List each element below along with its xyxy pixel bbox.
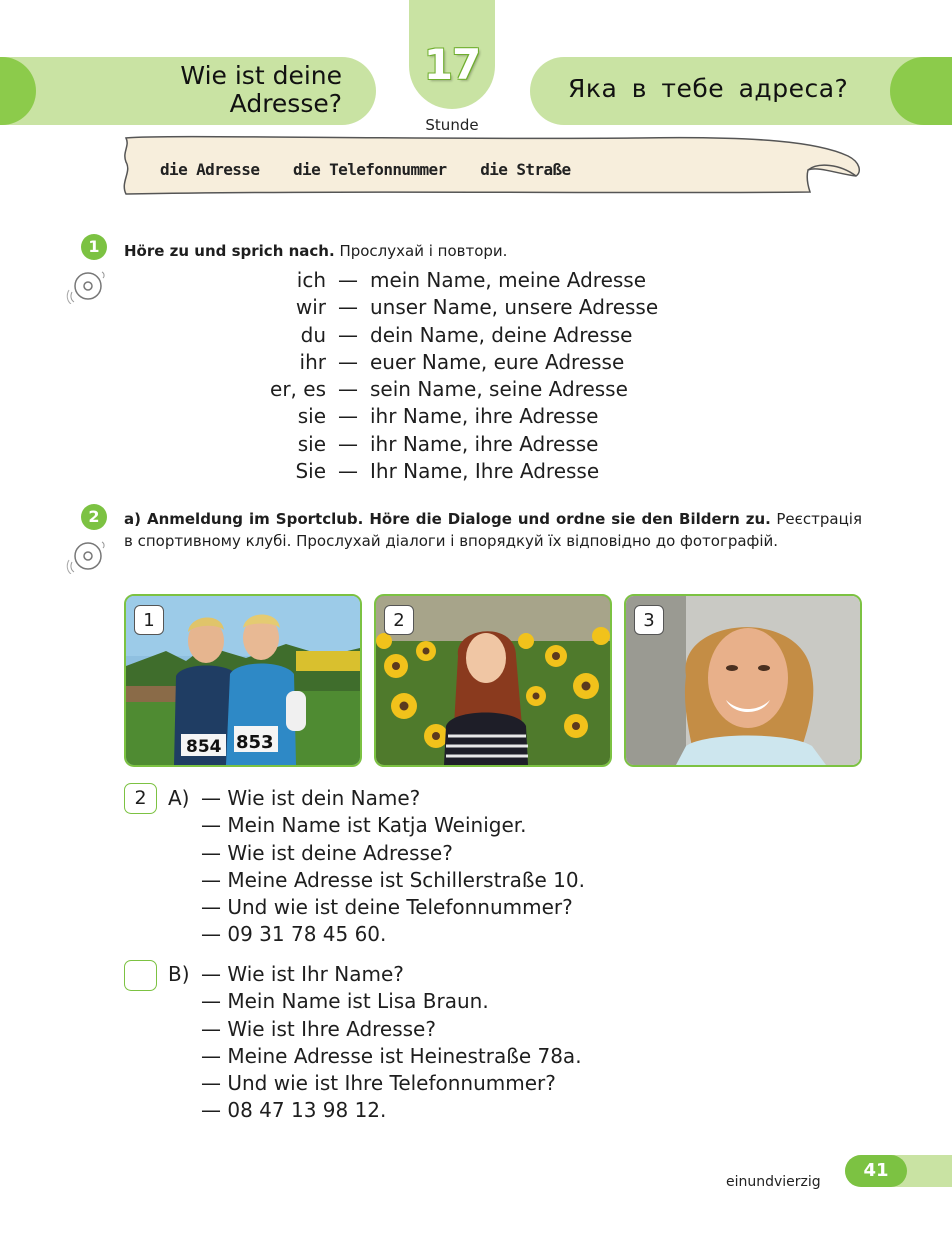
instruction-uk: Прослухай і повтори. [339,242,508,260]
possessive-forms: sein Name, seine Adresse [370,377,628,402]
possessive-forms: euer Name, eure Adresse [370,349,625,374]
cd-audio-icon[interactable] [66,270,106,304]
photo-girl-sunflowers [374,594,612,767]
photo-woman-smiling [624,594,862,767]
lesson-number: 17 [423,40,481,89]
dash: — [338,295,358,320]
pronoun: er, es [270,377,326,402]
jersey-number: 853 [236,732,274,753]
dialogue-line: — Wie ist Ihr Name? [201,962,404,986]
dialogue-line: — Und wie ist deine Telefonnummer? [201,895,573,920]
instruction-uk: Реєстрація в спортивному клубі. Прослухай діалоги і впорядкуй їх відповідно до фотографій. [124,510,862,550]
photo-label: 3 [634,605,664,635]
pronoun: wir [295,295,326,320]
page-number-word: einundvierzig [726,1174,821,1190]
pronoun: sie [297,404,326,429]
dialogue-line: — Wie ist Ihre Adresse? [201,1016,436,1041]
dialogue-line: — 08 47 13 98 12. [201,1098,387,1123]
page-number: 41 [845,1155,907,1187]
dash: — [338,349,358,374]
vocab-item: die Straße [480,160,571,179]
lesson-tab [409,0,495,109]
lesson-label: Stunde [425,116,479,134]
dialogue-line: — Meine Adresse ist Schillerstraße 10. [201,867,585,892]
pronoun-row [230,322,658,349]
dash: — [338,431,358,456]
title-de-line1: Wie ist deine [180,61,342,90]
dialogue-line: — Mein Name ist Katja Weiniger. [201,813,527,838]
title-de-line2: Adresse? [229,89,342,118]
vocabulary-list [160,160,595,179]
dash: — [338,459,358,484]
photo-label: 2 [384,605,414,635]
pronoun-row [230,376,658,403]
exercise-number-badge: 1 [81,234,107,260]
dialogue-b [201,961,582,1125]
dash: — [338,377,358,402]
answer-box-b[interactable] [124,960,157,991]
possessive-forms: mein Name, meine Adresse [370,268,647,292]
pronoun-row [230,267,658,294]
exercise1-instruction [124,240,507,262]
dialogue-a [201,785,585,949]
cd-audio-icon[interactable] [66,540,106,574]
pronoun: sie [297,431,326,456]
possessive-forms: Ihr Name, Ihre Adresse [370,459,600,484]
vocab-item: die Adresse [160,160,260,179]
pronoun-row [230,458,658,485]
pronoun-row [230,431,658,458]
pronoun: Sie [295,459,326,484]
photo-two-runners [124,594,362,767]
pronoun-row [230,294,658,321]
dialogue-letter: A) [168,786,190,810]
instruction-de: Höre zu und sprich nach. [124,242,335,260]
page-title-de [180,62,342,118]
dialogue-line: — Wie ist deine Adresse? [201,840,453,865]
pronoun: ihr [299,349,326,374]
dialogue-line: — Meine Adresse ist Heinestraße 78a. [201,1043,582,1068]
dash: — [338,404,358,429]
dash: — [338,322,358,347]
possessive-forms: ihr Name, ihre Adresse [370,431,599,456]
pronoun-row [230,403,658,430]
page-title-uk: Яка в тебе адреса? [568,74,849,103]
title-banner-de [0,57,376,125]
dialogue-line: — Mein Name ist Lisa Braun. [201,989,489,1014]
exercise2-instruction [124,508,862,552]
possessive-forms: dein Name, deine Adresse [370,322,633,347]
pronoun: du [300,322,326,347]
dash: — [338,268,358,292]
instruction-de: a) Anmeldung im Sportclub. Höre die Dialoge und ordne sie den Bildern zu. [124,510,771,528]
pronoun-table [230,267,658,485]
vocab-item: die Telefonnummer [293,160,447,179]
right-edge-accent [890,57,952,125]
dialogue-line: — Und wie ist Ihre Telefonnummer? [201,1071,556,1096]
title-banner-uk [530,57,952,125]
answer-box-a[interactable]: 2 [124,783,157,814]
photo-label: 1 [134,605,164,635]
pronoun: ich [296,268,326,292]
dialogue-line: — 09 31 78 45 60. [201,922,387,947]
dialogue-line: — Wie ist dein Name? [201,786,421,810]
pronoun-row [230,349,658,376]
possessive-forms: unser Name, unsere Adresse [370,295,659,320]
jersey-number: 854 [186,737,222,757]
exercise-number-badge: 2 [81,504,107,530]
dialogue-letter: B) [168,962,190,986]
possessive-forms: ihr Name, ihre Adresse [370,404,599,429]
